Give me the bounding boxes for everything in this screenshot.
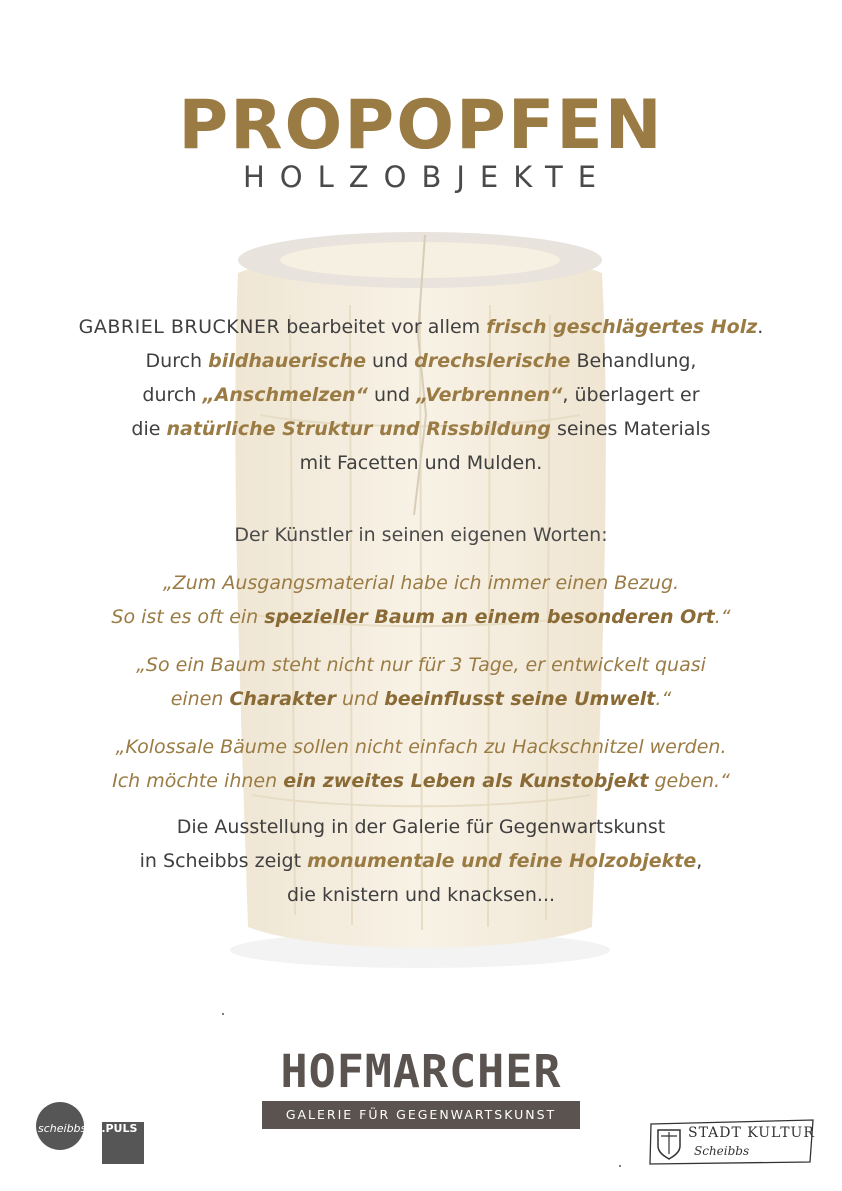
text-segment: durch	[142, 384, 203, 406]
outro-line: Die Ausstellung in der Galerie für Gegenwartskunst	[176, 816, 666, 838]
poster-title: PROPOPFEN	[178, 86, 664, 165]
impuls-wordmark	[38, 1122, 137, 1136]
stadt-kultur-line2: Scheibbs	[694, 1144, 750, 1158]
intro-line: mit Facetten und Mulden.	[299, 452, 543, 474]
text-segment: .“	[655, 688, 672, 710]
highlight: „Verbrennen“	[416, 384, 563, 406]
speck	[222, 1013, 224, 1015]
highlight: „Anschmelzen“	[202, 384, 368, 406]
hofmarcher-logo: HOFMARCHER	[280, 1045, 562, 1098]
highlight: monumentale und feine Holzobjekte	[307, 850, 697, 872]
intro-line	[0, 412, 842, 446]
intro-line	[0, 344, 842, 378]
artist-name: GABRIEL BRUCKNER	[78, 316, 281, 338]
quote-line	[0, 682, 842, 716]
text-segment: seines Materials	[550, 418, 711, 440]
highlight: Charakter	[229, 688, 336, 710]
text-segment: und	[365, 350, 415, 372]
quote-line: „Zum Ausgangsmaterial habe ich immer einen Bezug.	[162, 572, 680, 594]
intro-paragraph	[0, 310, 842, 480]
text-segment: .“	[714, 606, 731, 628]
quote-line	[0, 600, 842, 634]
stadt-kultur-logo	[648, 1118, 816, 1166]
text-segment: ,	[696, 850, 703, 872]
text-segment: .	[757, 316, 764, 338]
impuls-suffix: IM.PULS	[86, 1122, 138, 1135]
highlight: ein zweites Leben als Kunstobjekt	[283, 770, 649, 792]
text-segment: Ich möchte ihnen	[112, 770, 284, 792]
highlight: drechslerische	[414, 350, 571, 372]
outro-line	[0, 844, 842, 878]
quote-line: „Kolossale Bäume sollen nicht einfach zu Hackschnitzel werden.	[115, 736, 727, 758]
highlight: bildhauerische	[208, 350, 366, 372]
text-segment: die	[131, 418, 167, 440]
text-segment: So ist es oft ein	[111, 606, 265, 628]
text-segment: , überlagert er	[562, 384, 700, 406]
impuls-prefix: scheibbs	[38, 1122, 87, 1135]
text-segment: geben.“	[648, 770, 730, 792]
quote-3	[0, 730, 842, 798]
outro-line: die knistern und knacksen...	[286, 884, 556, 906]
text-segment: Durch	[145, 350, 209, 372]
quote-line: „So ein Baum steht nicht nur für 3 Tage, er entwickelt quasi	[136, 654, 706, 676]
outro-paragraph	[0, 810, 842, 912]
text-segment: und	[335, 688, 385, 710]
quotes-lead: Der Künstler in seinen eigenen Worten:	[234, 524, 608, 546]
impuls-logo	[36, 1100, 146, 1166]
speck	[619, 1165, 621, 1167]
text-segment: und	[367, 384, 417, 406]
poster-subtitle: HOLZOBJEKTE	[242, 160, 612, 194]
highlight: natürliche Struktur und Rissbildung	[166, 418, 551, 440]
highlight: spezieller Baum an einem besonderen Ort	[264, 606, 715, 628]
text-segment: in Scheibbs zeigt	[139, 850, 308, 872]
highlight: beeinflusst seine Umwelt	[384, 688, 656, 710]
quote-1	[0, 566, 842, 634]
text-segment: einen	[170, 688, 230, 710]
intro-line	[0, 378, 842, 412]
text-segment: bearbeitet vor allem	[280, 316, 487, 338]
intro-line	[0, 310, 842, 344]
text-segment: Behandlung,	[570, 350, 697, 372]
highlight: frisch geschlägertes Holz	[486, 316, 758, 338]
stadt-kultur-line1: STADT KULTUR	[688, 1125, 815, 1141]
quote-2	[0, 648, 842, 716]
hofmarcher-tagline: GALERIE FÜR GEGENWARTSKUNST	[262, 1101, 580, 1129]
quote-line	[0, 764, 842, 798]
